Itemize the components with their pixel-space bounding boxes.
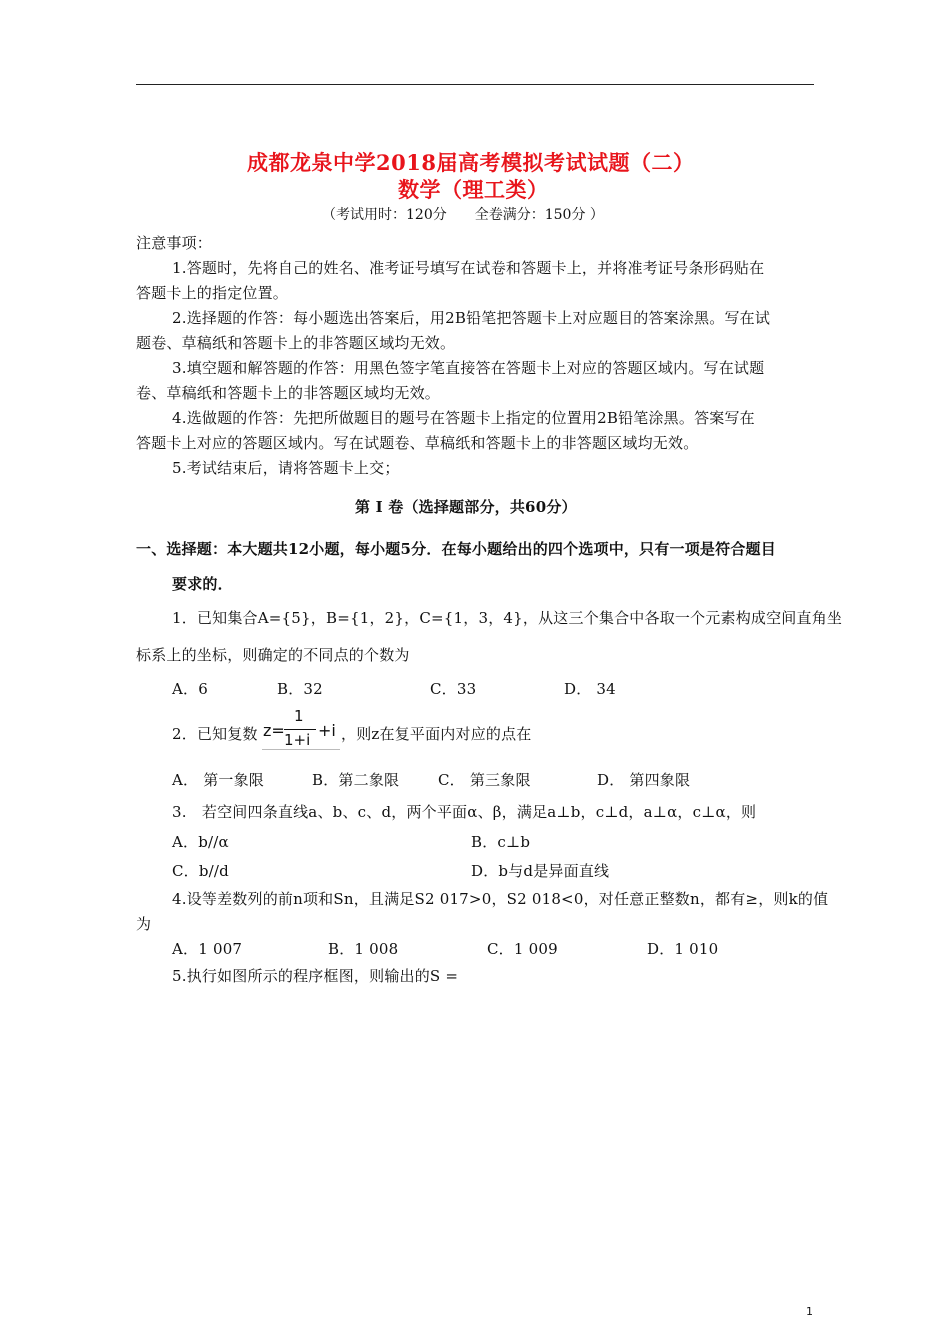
q1-option-c: C．33 (430, 680, 477, 698)
notes-heading: 注意事项： (136, 234, 213, 252)
formula-tail: +i (318, 721, 336, 740)
note-3a: 3.填空题和解答题的作答：用黑色签字笔直接答在答题卡上对应的答题区域内。写在试题 (172, 359, 765, 377)
exam-info: （考试用时：120分 全卷满分：150分 ） (322, 207, 604, 223)
formula-lhs: z= (263, 721, 285, 740)
q4-stem-line1: 4.设等差数列的前n项和Sn，且满足S2 017>0，S2 018<0，对任意正整数n，都有≥，则k的值 (172, 890, 829, 908)
q1-option-a: A．6 (172, 680, 208, 698)
q2-option-b: B．第二象限 (312, 771, 400, 789)
q2-option-d: D． 第四象限 (597, 771, 691, 789)
note-3b: 卷、草稿纸和答题卡上的非答题区域均无效。 (136, 384, 441, 402)
formula-denominator: 1+i (284, 731, 311, 749)
note-2a: 2.选择题的作答：每小题选出答案后，用2B铅笔把答题卡上对应题目的答案涂黑。写在试 (172, 309, 771, 327)
q3-option-b: B．c⊥b (471, 833, 531, 851)
q3-stem: 3. 若空间四条直线a、b、c、d，两个平面α、β，满足a⊥b，c⊥d，a⊥α，c⊥α，则 (172, 803, 757, 821)
q4-option-b: B．1 008 (328, 940, 399, 958)
q5-stem: 5.执行如图所示的程序框图，则输出的S = (172, 967, 459, 985)
fraction-bar (284, 729, 316, 730)
q3-option-d: D．b与d是异面直线 (471, 862, 610, 880)
q2-option-c: C． 第三象限 (438, 771, 531, 789)
q3-option-a: A．b//α (172, 833, 229, 851)
q1-stem-line1: 1．已知集合A={5}，B={1，2}，C={1，3，4}，从这三个集合中各取一个元素构成空间直角坐 (172, 609, 843, 627)
part1-heading-b: 要求的． (172, 575, 233, 593)
q1-option-d: D． 34 (564, 680, 616, 698)
q2-suffix: ，则z在复平面内对应的点在 (341, 725, 532, 743)
note-1a: 1.答题时，先将自己的姓名、准考证号填写在试卷和答题卡上，并将准考证号条形码贴在 (172, 259, 765, 277)
q4-option-d: D．1 010 (647, 940, 719, 958)
note-1b: 答题卡上的指定位置。 (136, 284, 289, 302)
header-rule (136, 84, 814, 85)
note-5: 5.考试结束后，请将答题卡上交； (172, 459, 400, 477)
part1-heading-a: 一、选择题：本大题共12小题，每小题5分．在每小题给出的四个选项中，只有一项是符合题目 (136, 540, 776, 558)
q3-option-c: C．b//d (172, 862, 229, 880)
q2-prefix: 2．已知复数 (172, 725, 258, 743)
q2-option-a: A． 第一象限 (172, 771, 265, 789)
formula-underline (262, 749, 340, 750)
q1-stem-line2: 标系上的坐标，则确定的不同点的个数为 (136, 646, 410, 664)
note-4a: 4.选做题的作答：先把所做题目的题号在答题卡上指定的位置用2B铅笔涂黑。答案写在 (172, 409, 755, 427)
exam-subject: 数学（理工类） (398, 177, 549, 202)
page-number: 1 (806, 1305, 813, 1318)
section-title: 第 I 卷（选择题部分，共60分） (355, 498, 577, 516)
q4-option-a: A．1 007 (172, 940, 243, 958)
exam-title: 成都龙泉中学2018届高考模拟考试试题（二） (247, 150, 695, 175)
q4-stem-line2: 为 (136, 915, 152, 933)
note-2b: 题卷、草稿纸和答题卡上的非答题区域均无效。 (136, 334, 456, 352)
note-4b: 答题卡上对应的答题区域内。写在试题卷、草稿纸和答题卡上的非答题区域均无效。 (136, 434, 699, 452)
q2-formula (262, 709, 340, 749)
q4-option-c: C．1 009 (487, 940, 558, 958)
q1-option-b: B．32 (277, 680, 323, 698)
formula-numerator: 1 (294, 707, 304, 725)
